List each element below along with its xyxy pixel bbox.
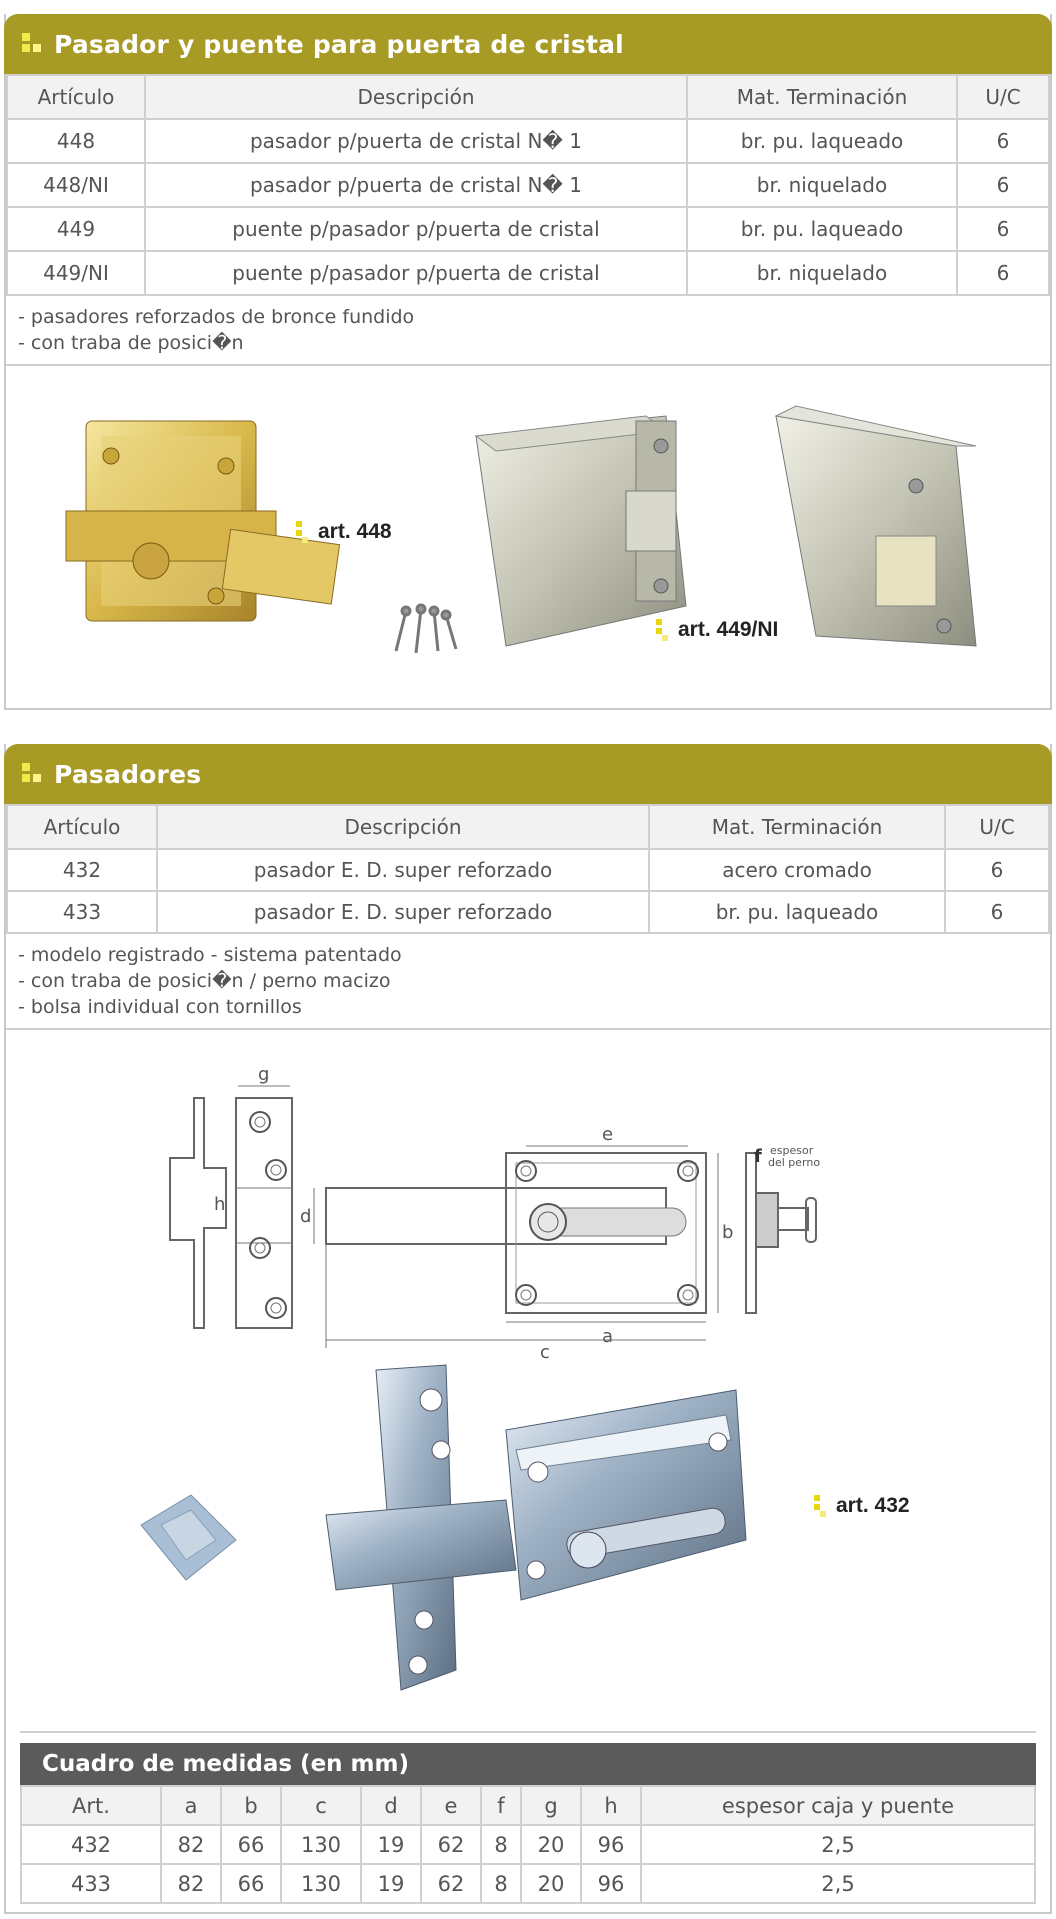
cell: 2,5 bbox=[641, 1825, 1035, 1864]
diagram-area bbox=[6, 1030, 1050, 1720]
dim-f-note2: del perno bbox=[768, 1156, 821, 1169]
cell: 8 bbox=[481, 1825, 521, 1864]
meas-header-espesor: espesor caja y puente bbox=[641, 1786, 1035, 1825]
art-label-text: art. 432 bbox=[836, 1494, 910, 1517]
col-header-articulo: Artículo bbox=[7, 75, 145, 119]
notes bbox=[6, 296, 1050, 366]
art-448-label bbox=[296, 520, 392, 544]
cell: 62 bbox=[421, 1825, 481, 1864]
table-row bbox=[7, 891, 1049, 933]
dim-b: b bbox=[722, 1222, 734, 1243]
cell: 130 bbox=[281, 1825, 361, 1864]
nickel-box-image bbox=[766, 406, 996, 656]
cell-terminacion: br. niquelado bbox=[687, 251, 957, 295]
chrome-bolt-image bbox=[326, 1360, 776, 1690]
cell-uc: 6 bbox=[945, 891, 1049, 933]
cell-uc: 6 bbox=[957, 207, 1049, 251]
art-label-text: art. 449/NI bbox=[678, 618, 779, 641]
technical-drawing bbox=[156, 1058, 906, 1363]
meas-header-e: e bbox=[421, 1786, 481, 1825]
cell-articulo: 433 bbox=[7, 891, 157, 933]
cell: 19 bbox=[361, 1864, 421, 1903]
col-header-articulo: Artículo bbox=[7, 805, 157, 849]
section-header bbox=[4, 744, 1052, 804]
cell: 96 bbox=[581, 1825, 641, 1864]
cell-articulo: 432 bbox=[7, 849, 157, 891]
cell-descripcion: puente p/pasador p/puerta de cristal bbox=[145, 251, 687, 295]
cell-descripcion: puente p/pasador p/puerta de cristal bbox=[145, 207, 687, 251]
table-row bbox=[7, 251, 1049, 295]
product-table bbox=[6, 804, 1050, 934]
section-header bbox=[4, 14, 1052, 74]
notes bbox=[6, 934, 1050, 1030]
section-bolts bbox=[4, 744, 1052, 1914]
cell-uc: 6 bbox=[957, 251, 1049, 295]
dim-a: a bbox=[602, 1326, 614, 1347]
product-table bbox=[6, 74, 1050, 296]
cell-descripcion: pasador E. D. super reforzado bbox=[157, 891, 649, 933]
square-bullet-icon bbox=[22, 33, 44, 55]
note-line: - modelo registrado - sistema patentado bbox=[18, 944, 402, 966]
screws-image bbox=[386, 601, 466, 661]
col-header-descripcion: Descripción bbox=[145, 75, 687, 119]
col-header-terminacion: Mat. Terminación bbox=[687, 75, 957, 119]
product-images bbox=[6, 366, 1050, 706]
cell-articulo: 449 bbox=[7, 207, 145, 251]
cell: 96 bbox=[581, 1864, 641, 1903]
cell: 20 bbox=[521, 1864, 581, 1903]
cell-terminacion: br. pu. laqueado bbox=[687, 207, 957, 251]
cell-articulo: 449/NI bbox=[7, 251, 145, 295]
cell-articulo: 448 bbox=[7, 119, 145, 163]
meas-header-h: h bbox=[581, 1786, 641, 1825]
cell: 130 bbox=[281, 1864, 361, 1903]
square-bullet-icon bbox=[22, 763, 44, 785]
cell: 66 bbox=[221, 1864, 281, 1903]
meas-header-c: c bbox=[281, 1786, 361, 1825]
col-header-uc: U/C bbox=[945, 805, 1049, 849]
meas-header-a: a bbox=[161, 1786, 221, 1825]
cell-terminacion: br. pu. laqueado bbox=[687, 119, 957, 163]
art-449ni-label bbox=[656, 618, 778, 642]
section-title: Pasadores bbox=[54, 759, 202, 789]
note-line: - pasadores reforzados de bronce fundido bbox=[18, 306, 415, 328]
cell-uc: 6 bbox=[957, 119, 1049, 163]
col-header-terminacion: Mat. Terminación bbox=[649, 805, 945, 849]
cell: 433 bbox=[21, 1864, 161, 1903]
dim-f: f bbox=[754, 1146, 762, 1167]
cell-uc: 6 bbox=[945, 849, 1049, 891]
dim-g: g bbox=[258, 1064, 270, 1085]
cell-terminacion: acero cromado bbox=[649, 849, 945, 891]
dim-c: c bbox=[540, 1342, 550, 1363]
meas-header-art: Art. bbox=[21, 1786, 161, 1825]
meas-header-g: g bbox=[521, 1786, 581, 1825]
measures-title: Cuadro de medidas (en mm) bbox=[20, 1743, 1036, 1785]
cell: 82 bbox=[161, 1825, 221, 1864]
note-line: - con traba de posici�n / perno macizo bbox=[18, 970, 391, 992]
table-row bbox=[7, 119, 1049, 163]
dim-h: h bbox=[214, 1194, 226, 1215]
cell: 82 bbox=[161, 1864, 221, 1903]
meas-header-b: b bbox=[221, 1786, 281, 1825]
cell: 20 bbox=[521, 1825, 581, 1864]
section-title: Pasador y puente para puerta de cristal bbox=[54, 29, 624, 59]
cell: 66 bbox=[221, 1825, 281, 1864]
meas-header-d: d bbox=[361, 1786, 421, 1825]
cell: 8 bbox=[481, 1864, 521, 1903]
note-line: - bolsa individual con tornillos bbox=[18, 996, 302, 1018]
art-432-label bbox=[814, 1494, 910, 1518]
cell: 19 bbox=[361, 1825, 421, 1864]
art-label-text: art. 448 bbox=[318, 520, 392, 543]
section-glass-door-bolt bbox=[4, 14, 1052, 710]
cell-terminacion: br. pu. laqueado bbox=[649, 891, 945, 933]
dim-e: e bbox=[602, 1124, 614, 1145]
cell: 432 bbox=[21, 1825, 161, 1864]
cell-terminacion: br. niquelado bbox=[687, 163, 957, 207]
cell: 2,5 bbox=[641, 1864, 1035, 1903]
cell: 62 bbox=[421, 1864, 481, 1903]
nickel-bridge-image bbox=[466, 406, 716, 646]
cell-descripcion: pasador E. D. super reforzado bbox=[157, 849, 649, 891]
measures-block bbox=[20, 1731, 1036, 1904]
cell-uc: 6 bbox=[957, 163, 1049, 207]
screw-bag-image bbox=[131, 1485, 241, 1585]
yellow-mark-icon bbox=[296, 521, 310, 543]
table-row bbox=[7, 163, 1049, 207]
cell-descripcion: pasador p/puerta de cristal N� 1 bbox=[145, 119, 687, 163]
meas-header-f: f bbox=[481, 1786, 521, 1825]
dim-d: d bbox=[300, 1206, 312, 1227]
measures-table bbox=[20, 1785, 1036, 1904]
col-header-descripcion: Descripción bbox=[157, 805, 649, 849]
table-row bbox=[21, 1825, 1035, 1864]
dim-f-note1: espesor bbox=[770, 1144, 814, 1157]
table-row bbox=[21, 1864, 1035, 1903]
cell-articulo: 448/NI bbox=[7, 163, 145, 207]
table-row bbox=[7, 207, 1049, 251]
col-header-uc: U/C bbox=[957, 75, 1049, 119]
table-row bbox=[7, 849, 1049, 891]
yellow-mark-icon bbox=[814, 1495, 828, 1517]
yellow-mark-icon bbox=[656, 619, 670, 641]
cell-descripcion: pasador p/puerta de cristal N� 1 bbox=[145, 163, 687, 207]
note-line: - con traba de posici�n bbox=[18, 332, 244, 354]
